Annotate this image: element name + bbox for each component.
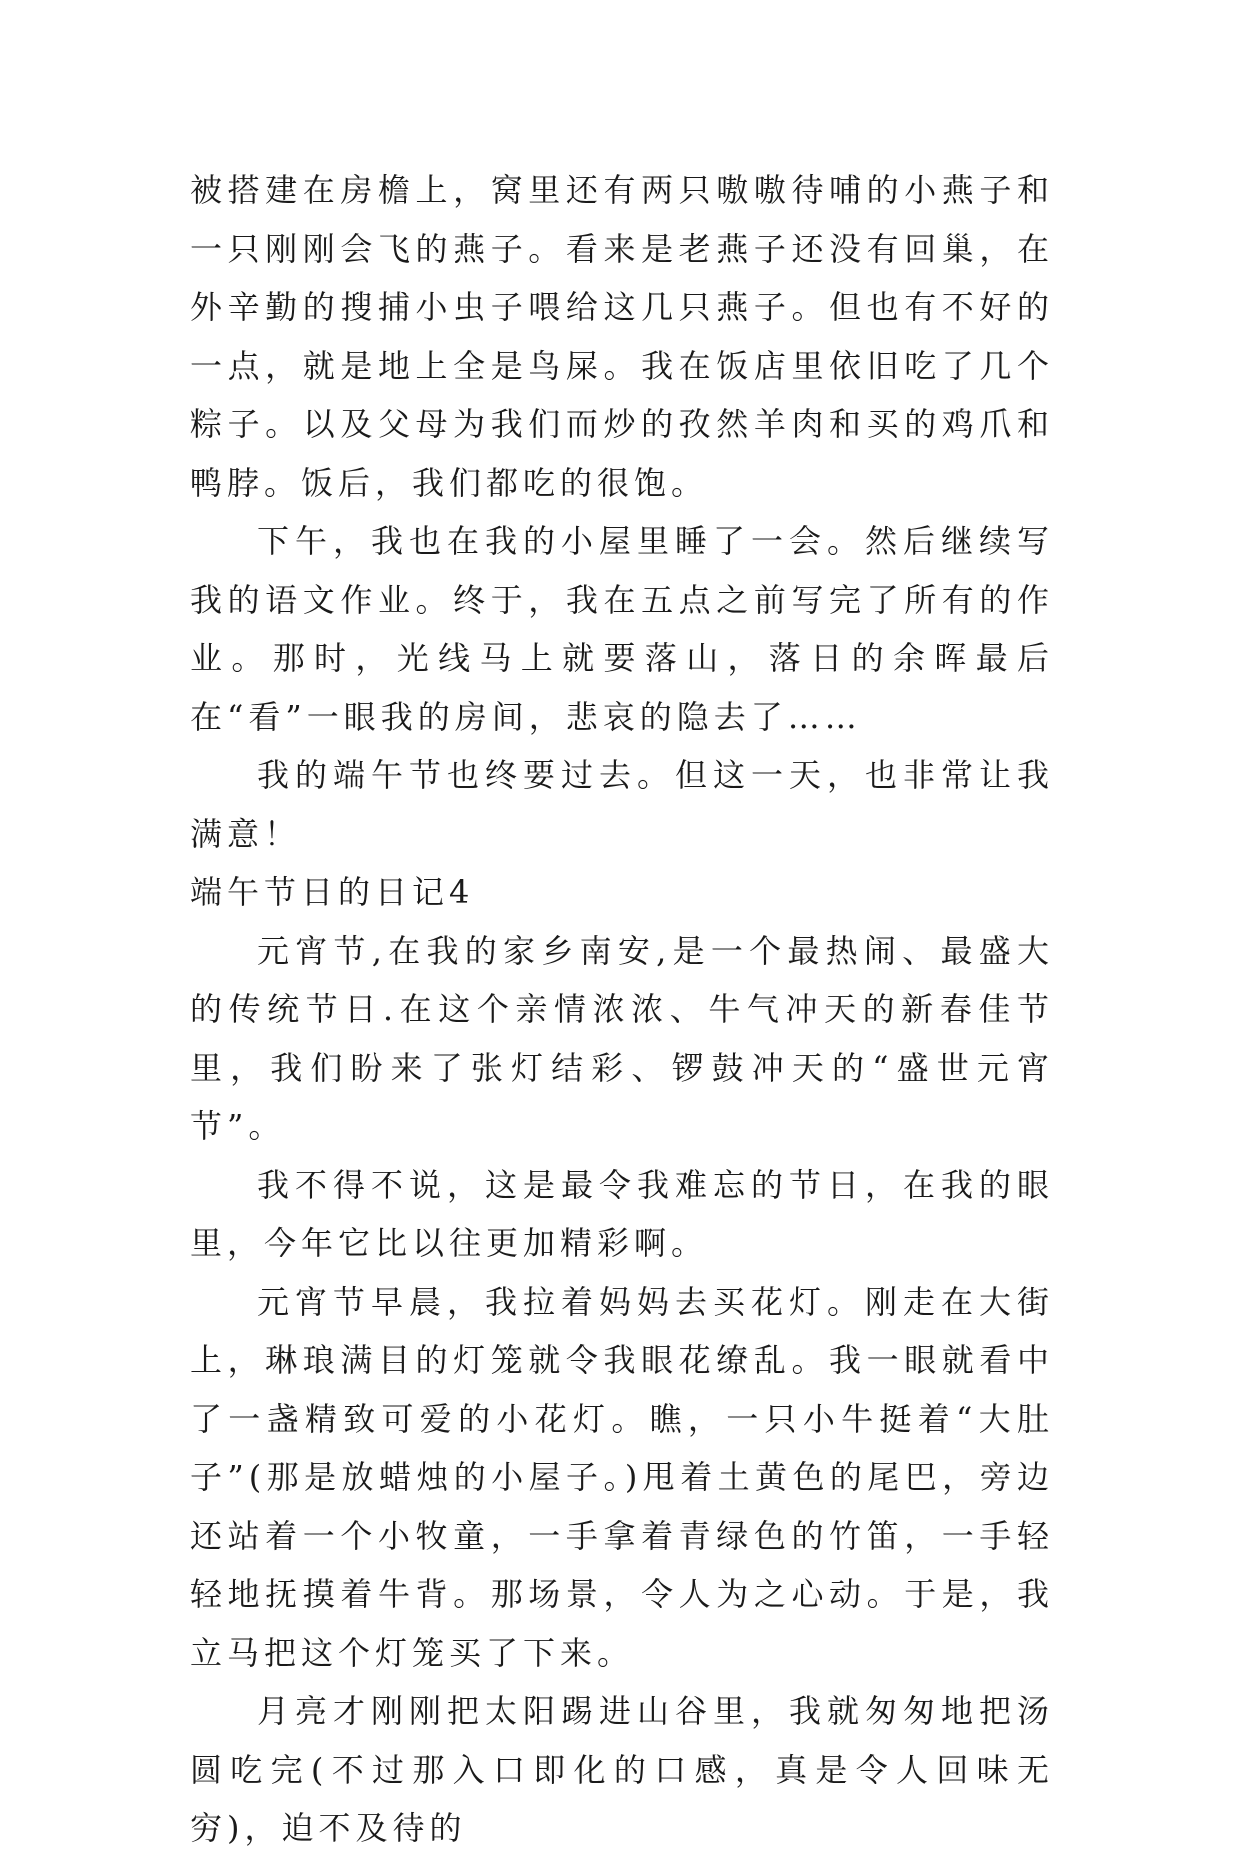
paragraph-dragon-boat-end: 我的端午节也终要过去。但这一天，也非常让我满意！ (190, 756, 1054, 853)
paragraph-buying-lantern: 元宵节早晨，我拉着妈妈去买花灯。刚走在大街上，琳琅满目的灯笼就令我眼花缭乱。我一眼就看中了一盏精致可爱的小花灯。瞧，一只小牛挺着“大肚子”(那是放蜡烛的小屋子。)甩着土黄色的尾巴，旁边还站着一个小牧童，一手拿着青绿色的竹笛，一手轻轻地抚摸着牛背。那场景，令人为之心动。于是，我立马把这个灯笼买了下来。 (190, 1282, 1054, 1672)
paragraph-swallow-nest: 被搭建在房檐上，窝里还有两只嗷嗷待哺的小燕子和一只刚刚会飞的燕子。看来是老燕子还没有回巢，在外辛勤的搜捕小虫子喂给这几只燕子。但也有不好的一点，就是地上全是鸟屎。我在饭店里依旧吃了几个粽子。以及父母为我们而炒的孜然羊肉和买的鸡爪和鸭脖。饭后，我们都吃的很饱。 (190, 171, 1054, 502)
paragraph-unforgettable: 我不得不说，这是最令我难忘的节日，在我的眼里，今年它比以往更加精彩啊。 (190, 1165, 1054, 1262)
paragraph-moon-rising: 月亮才刚刚把太阳踢进山谷里，我就匆匆地把汤圆吃完(不过那入口即化的口感，真是令人回味无穷)，迫不及待的 (190, 1692, 1054, 1847)
paragraph-lantern-festival-intro: 元宵节,在我的家乡南安,是一个最热闹、最盛大的传统节日.在这个亲情浓浓、牛气冲天的新春佳节里，我们盼来了张灯结彩、锣鼓冲天的“盛世元宵节”。 (190, 931, 1054, 1145)
paragraph-afternoon: 下午，我也在我的小屋里睡了一会。然后继续写我的语文作业。终于，我在五点之前写完了所有的作业。那时，光线马上就要落山，落日的余晖最后在“看”一眼我的房间，悲哀的隐去了…… (190, 522, 1054, 736)
document-body (190, 161, 1054, 1858)
section-heading: 端午节日的日记4 (190, 873, 475, 911)
